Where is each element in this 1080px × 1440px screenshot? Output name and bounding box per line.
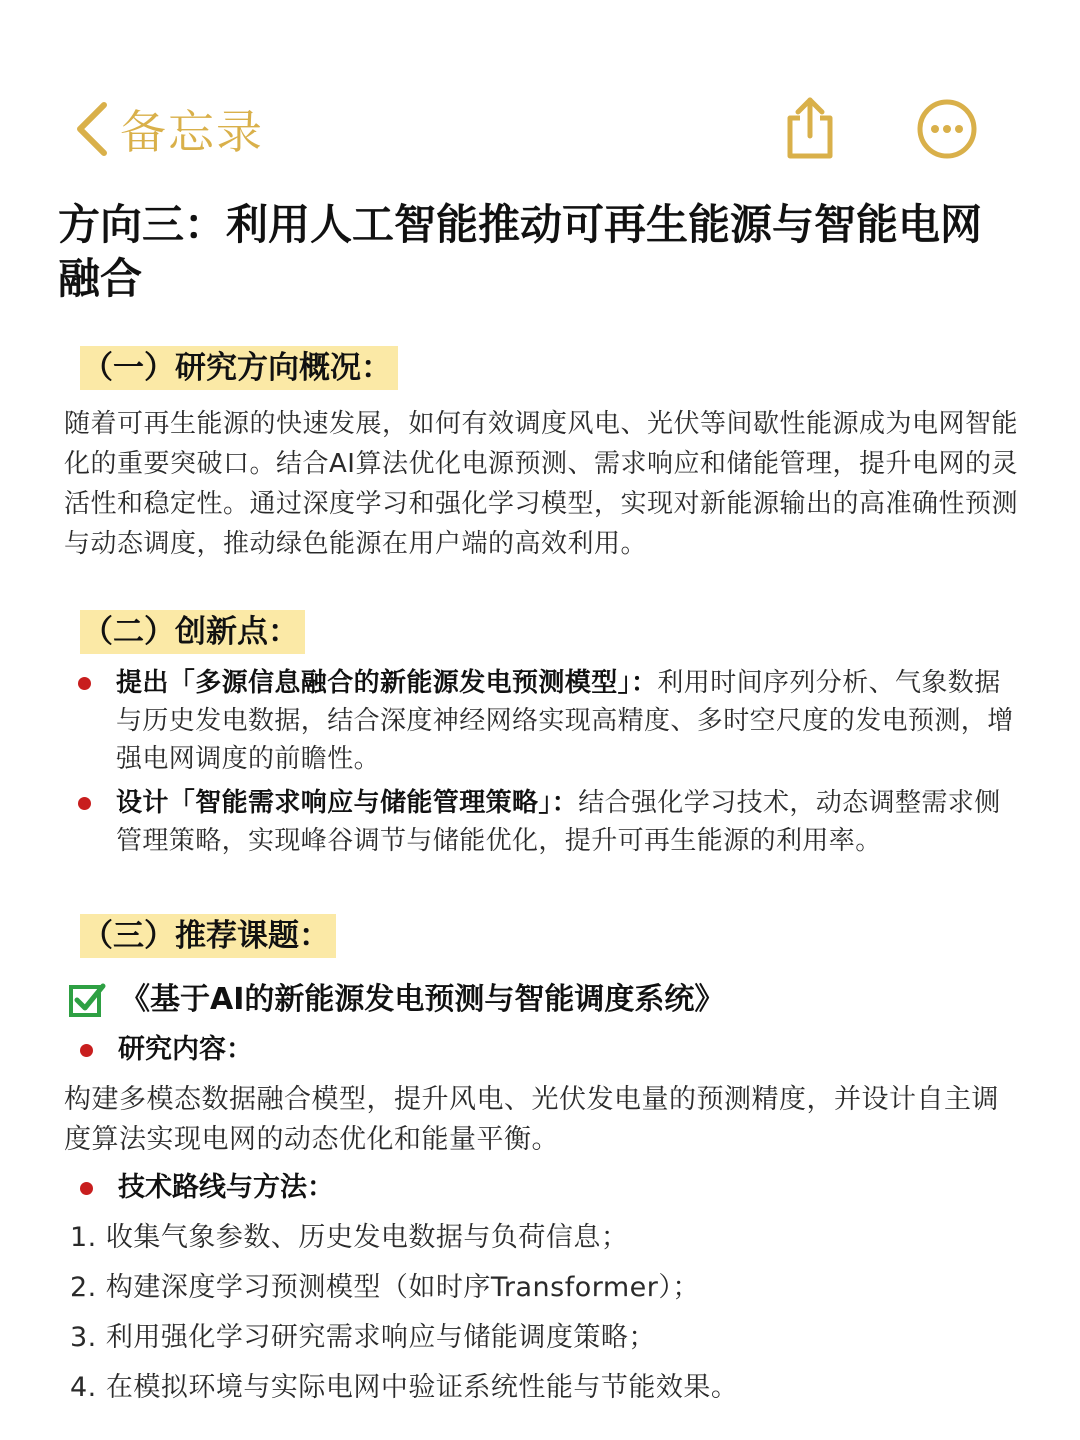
innovation-item-1-bold: 提出「多源信息融合的新能源发电预测模型」：: [116, 668, 658, 698]
checkbox-checked[interactable]: [68, 982, 106, 1022]
back-label: 备忘录: [120, 105, 264, 159]
share-button[interactable]: [780, 96, 840, 160]
topic-title: 《基于AI的新能源发电预测与智能调度系统》: [120, 982, 725, 1017]
more-button[interactable]: [916, 98, 978, 160]
section-1-body: 随着可再生能源的快速发展，如何有效调度风电、光伏等间歇性能源成为电网智能化的重要突破口。结合AI算法优化电源预测、需求响应和储能管理，提升电网的灵活性和稳定性。通过深度学习和强化学习模型，实现对新能源输出的高准确性预测与动态调度，推动绿色能源在用户端的高效利用。: [64, 409, 1019, 559]
method-step: 3. 利用强化学习研究需求响应与储能调度策略；: [70, 1322, 656, 1353]
bullet-dot: [78, 677, 91, 690]
research-content-label: 研究内容：: [118, 1034, 253, 1065]
page-title: 方向三：利用人工智能推动可再生能源与智能电网融合: [58, 200, 983, 303]
section-3-heading-wrap: [80, 914, 336, 958]
research-content-text: 构建多模态数据融合模型，提升风电、光伏发电量的预测精度，并设计自主调度算法实现电网的动态优化和能量平衡。: [64, 1084, 999, 1155]
bullet-dot: [80, 1182, 93, 1195]
more-icon: [916, 98, 978, 160]
innovation-item-1: [116, 664, 1022, 778]
share-icon: [780, 96, 840, 160]
back-button[interactable]: [72, 94, 264, 164]
innovation-item-2-bold: 设计「智能需求响应与储能管理策略」：: [116, 788, 579, 818]
method-step: 2. 构建深度学习预测模型（如时序Transformer）；: [70, 1272, 700, 1303]
section-2-heading: （二）创新点：: [80, 610, 305, 654]
section-3-heading: （三）推荐课题：: [80, 914, 336, 958]
innovation-item-2: [116, 784, 1022, 860]
method-label: 技术路线与方法：: [118, 1172, 334, 1203]
innovation-item-1-text: 利用时间序列分析、气象数据与历史发电数据，结合深度神经网络实现高精度、多时空尺度的发电预测，增强电网调度的前瞻性。: [116, 668, 1014, 774]
innovation-item-2-text: 结合强化学习技术，动态调整需求侧管理策略，实现峰谷调节与储能优化，提升可再生能源的利用率。: [116, 788, 1001, 856]
section-1-heading-wrap: [80, 346, 398, 390]
bullet-dot: [78, 797, 91, 810]
chevron-left-icon: [72, 99, 112, 159]
bullet-dot: [80, 1044, 93, 1057]
section-2-heading-wrap: [80, 610, 305, 654]
check-box-icon: [68, 982, 106, 1018]
method-step: 4. 在模拟环境与实际电网中验证系统性能与节能效果。: [70, 1372, 739, 1403]
method-step: 1. 收集气象参数、历史发电数据与负荷信息；: [70, 1222, 629, 1253]
section-1-heading: （一）研究方向概况：: [80, 346, 398, 390]
